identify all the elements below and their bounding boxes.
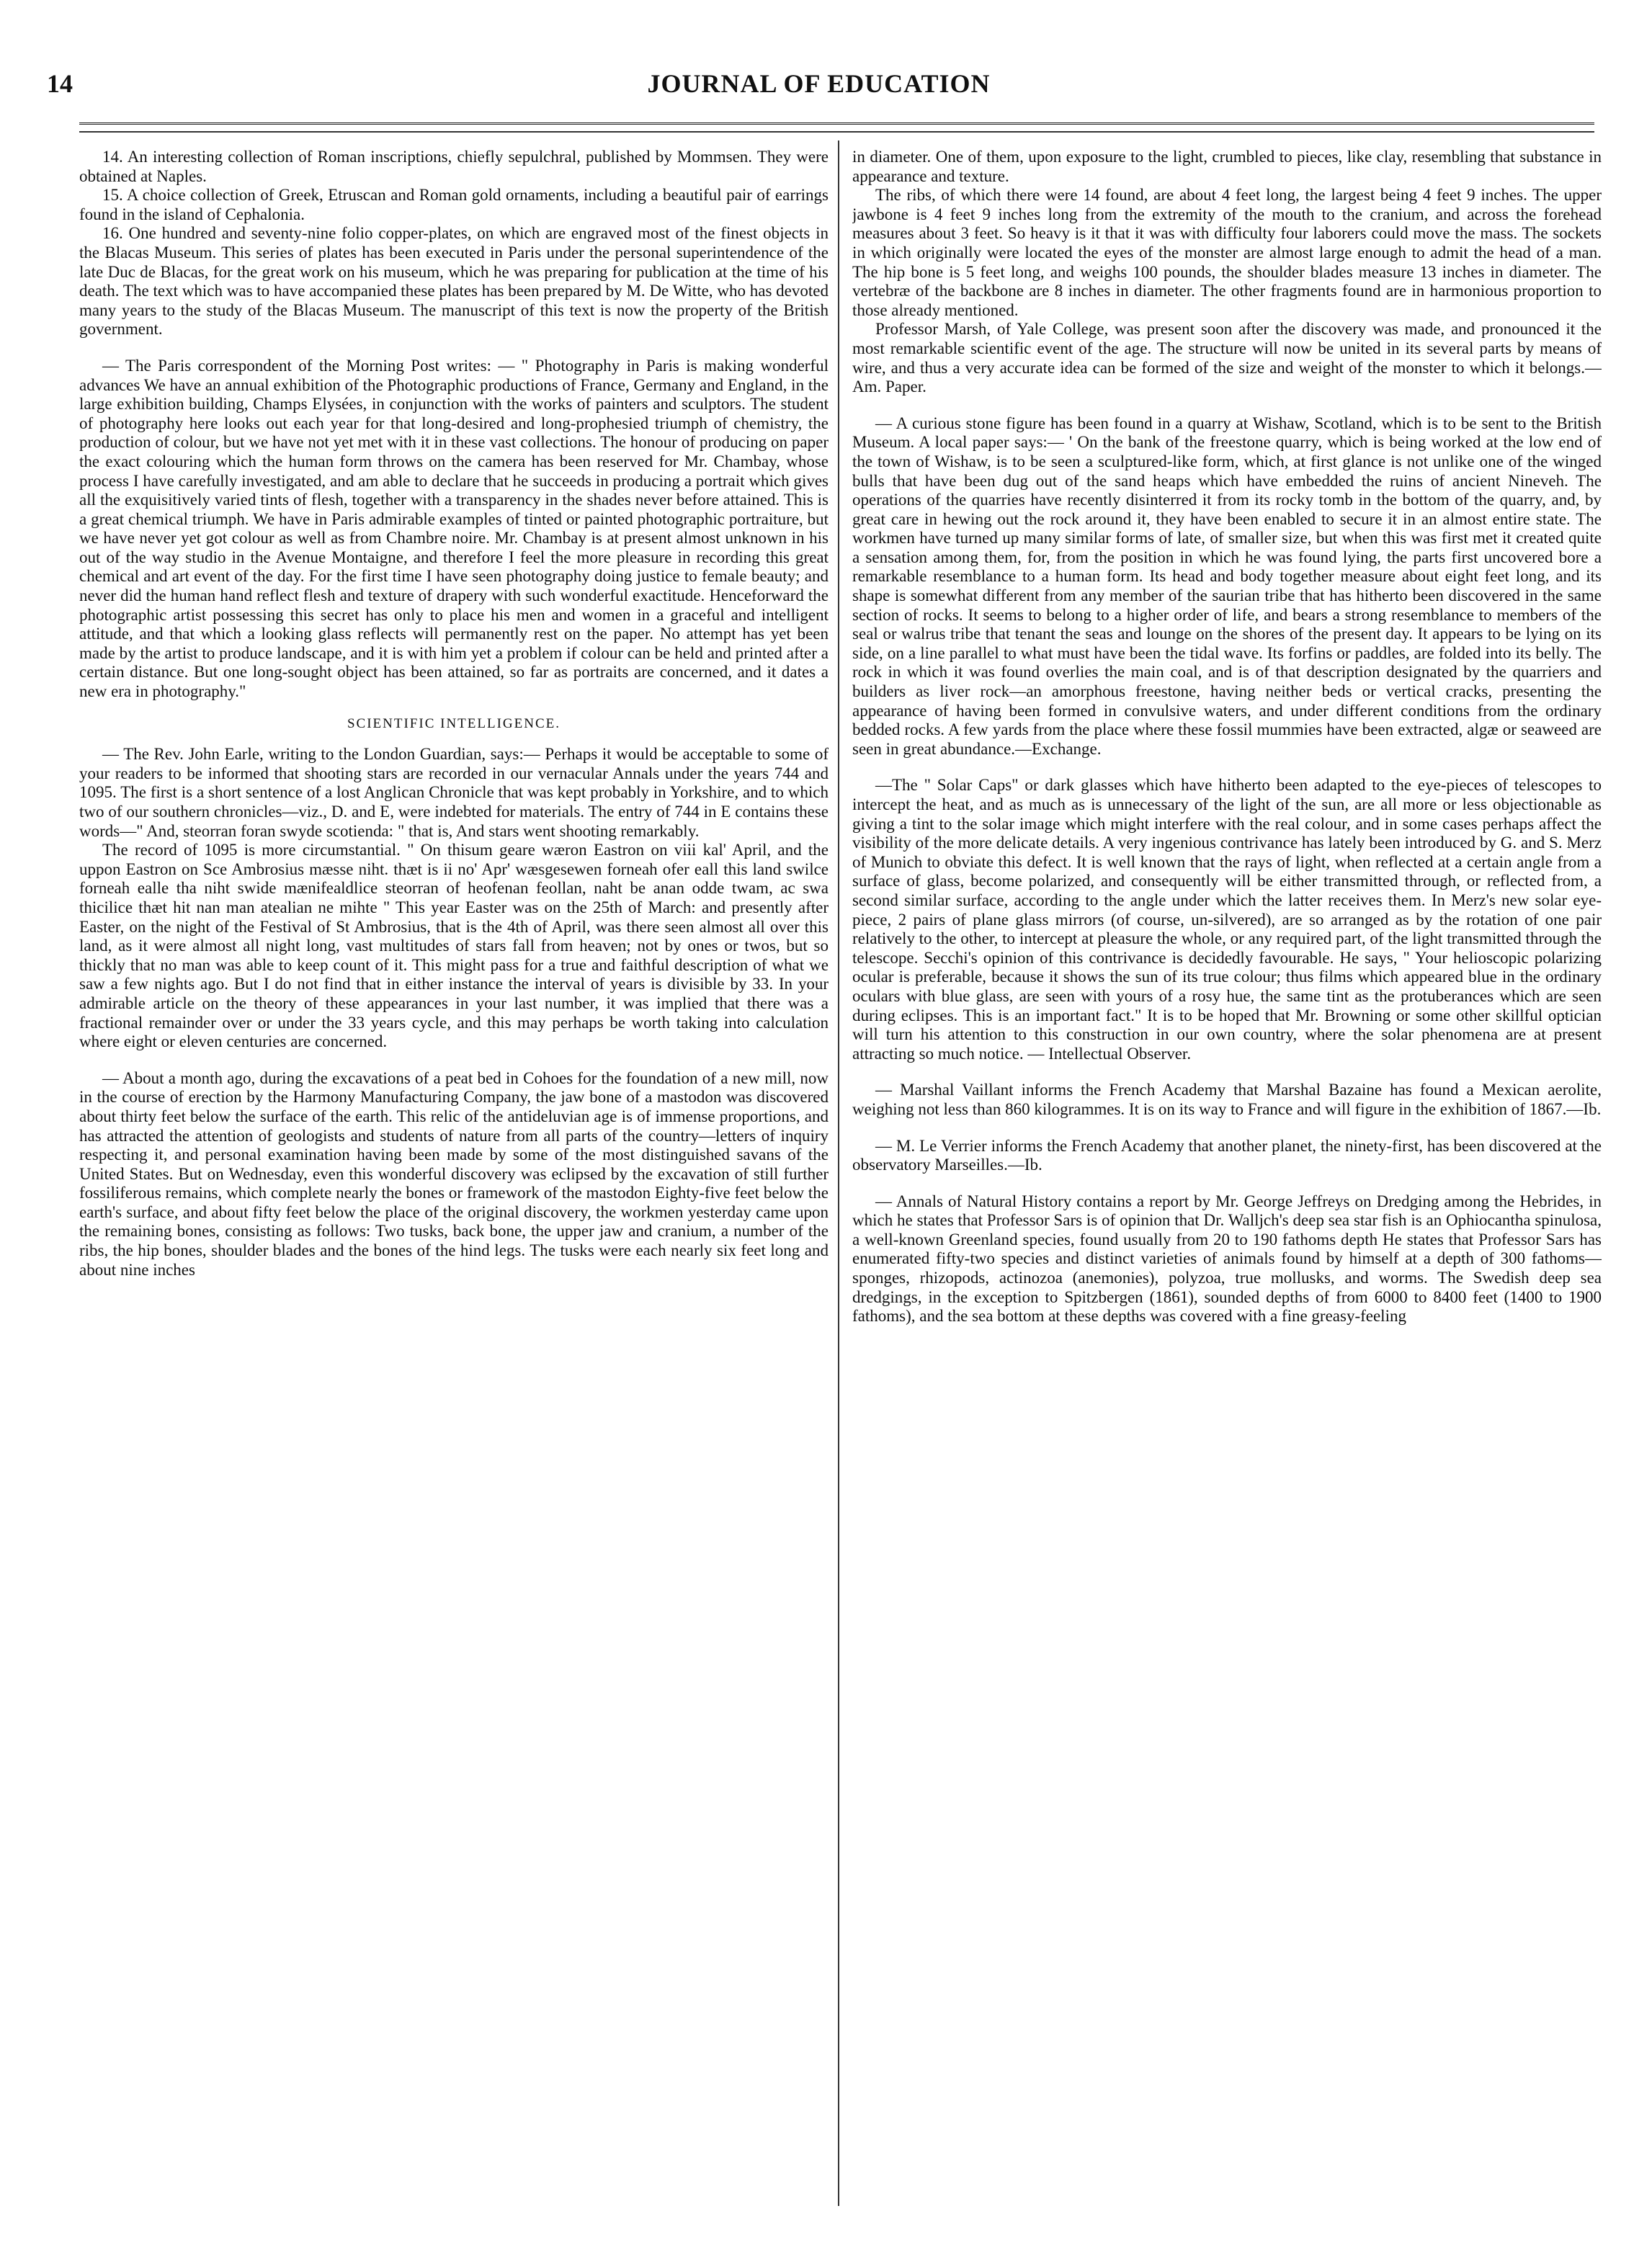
paragraph-shooting-stars-2: The record of 1095 is more circumstantial. " On thisum geare wæron Eastron on viii kal' April, and the uppon Eastron on Sce Ambrosius mæsse niht. thæt is ii no' Apr' wæsgesewen forneah ofer eall this land swilce forneah ealle tha niht swide mænifealdlice steorran of heofenan feollan, naht be anan odde twam, ac swa thicilice thæt hit nan man atealian ne mihte " This year Easter was on the 25th of March: and presently after Easter, on the night of the Festival of St Ambrosius, that is the 4th of April, was there seen almost all over this land, as it were almost all night long, vast multitudes of stars fall from heaven; not by ones or twos, but so thickly that no man was able to keep count of it. This might pass for a true and faithful description of what we saw a few nights ago. But I do not find that in either instance the interval of years is divisible by 33. In your admirable article on the theory of these appearances in your last number, it was implied that there was a fractional remainder over or under the 33 years cycle, and this may perhaps be worth taking into calculation where eight or eleven centuries are concerned.	[79, 841, 829, 1051]
left-column	[79, 148, 829, 2213]
right-column	[852, 148, 1602, 2213]
spacer	[852, 759, 1602, 776]
paragraph-shooting-stars-1: — The Rev. John Earle, writing to the London Guardian, says:— Perhaps it would be acceptable to some of your readers to be informed that shooting stars are recorded in our vernacular Annals under the years 744 and 1095. The first is a short sentence of a lost Anglican Chronicle that was kept probably in Yorkshire, and to which two of our southern chronicles—viz., D. and E, were indebted for materials. The entry of 744 in E contains these words—" And, steorran foran swyde scotienda: " that is, And stars went shooting remarkably.	[79, 745, 829, 840]
paragraph-mastodon: — About a month ago, during the excavations of a peat bed in Cohoes for the foundation of a new mill, now in the course of erection by the Harmony Manufacturing Company, the jaw bone of a mastodon was discovered about thirty feet below the surface of the earth. This relic of the antideluvian age is of immense proportions, and has attracted the attention of geologists and students of nature from all parts of the country—letters of inquiry respecting it, and personal examination having been made by some of the most distinguished savans of the United States. But on Wednesday, even this wonderful discovery was eclipsed by the excavation of still further fossiliferous remains, which complete nearly the bones or framework of the mastodon Eighty-five feet below the earth's surface, and about fifty feet below the place of the original discovery, the workmen yesterday came upon the remaining bones, consisting as follows: Two tusks, back bone, the upper jaw and cranium, a number of the ribs, the hip bones, shoulder blades and the bones of the hind legs. The tusks were each nearly six feet long and about nine inches	[79, 1068, 829, 1279]
section-heading: SCIENTIFIC INTELLIGENCE.	[347, 715, 561, 731]
journal-title: JOURNAL OF EDUCATION	[647, 69, 991, 98]
page-number: 14	[47, 69, 73, 98]
paragraph-mastodon-continued: in diameter. One of them, upon exposure to the light, crumbled to pieces, like clay, resembling that substance in appearance and texture.	[852, 148, 1602, 185]
paragraph-solar-caps: —The " Solar Caps" or dark glasses which have hitherto been adapted to the eye-pieces of telescopes to intercept the heat, and as much as is unnecessary of the light of the sun, are all more or less objectionable as giving a tint to the solar image which might interfere with the real colour, and in some cases perhaps affect the visibility of the more delicate details. A very ingenious contrivance has lately been introduced by G. and S. Merz of Munich to obviate this defect. It is well known that the rays of light, when reflected at a certain angle from a surface of glass, become polarized, and consequently will be either transmitted through, or reflected from, a second similar surface, according to the angle under which the latter receives them. In Merz's new solar eye-piece, 2 pairs of plane glass mirrors (of course, un-silvered), are so arranged as by the rotation of one pair relatively to the other, to intercept at pleasure the whole, or any required part, of the light transmitted through the telescope. Secchi's opinion of this contrivance is decidedly favourable. He says, " Your helioscopic polarizing ocular is preferable, because it shows the sun of its true colour; thus films which appeared blue in the ordinary oculars with blue glass, are seen with yours of a rosy hue, the same tint as the protuberances which are seen during eclipses. This is an important fact." It is to be hoped that Mr. Browning or some other skillful optician will turn his attention to this construction in our own country, where the solar phenomena are at present attracting so much notice. — Intellectual Observer.	[852, 776, 1602, 1063]
paragraph-wishaw: — A curious stone figure has been found in a quarry at Wishaw, Scotland, which is to be sent to the British Museum. A local paper says:— ' On the bank of the freestone quarry, which is being worked at the low end of the town of Wishaw, is to be seen a sculptured-like form, which, at first glance is not unlike one of the winged bulls that have been dug out of the sand heaps which have embedded the ruins of ancient Nineveh. The operations of the quarries have recently disinterred it from its rocky tomb in the bottom of the quarry, and, by great care in hewing out the rock around it, they have been enabled to secure it in an almost entire state. The workmen have turned up many similar forms of late, of smaller size, but when this was first met it created quite a sensation among them, for, from the position in which he was found lying, the parts first uncovered bore a remarkable resemblance to a human form. Its head and body together measure about eight feet long, and its shape is somewhat different from any member of the saurian tribe that has hitherto been discovered in the same section of rocks. It seems to belong to a higher order of life, and bears a strong resemblance to members of the seal or walrus tribe that tenant the seas and lounge on the shores of the present day. It appears to be lying on its side, on a line parallel to what must have been the tidal wave. Its forfins or paddles, are folded into its belly. The rock in which it was found overlies the main coal, and is of that description designated by the quarriers and builders as liver rock—an amorphous freestone, having neither beds or vertical cracks, presenting the appearance of having been formed in convulsive waters, and under different conditions from the ordinary bedded rocks. A few yards from the place where these fossil mummies have been extracted, algæ or seaweed are seen in great abundance.—Exchange.	[852, 414, 1602, 758]
spacer	[852, 1175, 1602, 1192]
column-divider	[838, 140, 839, 2206]
paragraph-item-15: 15. A choice collection of Greek, Etruscan and Roman gold ornaments, including a beautiful pair of earrings found in the island of Cephalonia.	[79, 186, 829, 223]
paragraph-item-16: 16. One hundred and seventy-nine folio copper-plates, on which are engraved most of the finest objects in the Blacas Museum. This series of plates has been executed in Paris under the personal superintendence of the late Duc de Blacas, for the great work on his museum, which he was preparing for publication at the time of his death. The text which was to have accompanied these plates has been prepared by M. De Witte, who has devoted many years to the study of the Blacas Museum. The manuscript of this text is now the property of the British government.	[79, 224, 829, 339]
paragraph-marsh: Professor Marsh, of Yale College, was present soon after the discovery was made, and pronounced it the most remarkable scientific event of the age. The structure will now be united in its several parts by means of wire, and thus a very accurate idea can be formed of the size and weight of the monster to which it belongs.—Am. Paper.	[852, 320, 1602, 396]
paragraph-item-14: 14. An interesting collection of Roman inscriptions, chiefly sepulchral, published by Mommsen. They were obtained at Naples.	[79, 148, 829, 185]
spacer	[852, 1063, 1602, 1081]
paragraph-le-verrier: — M. Le Verrier informs the French Academy that another planet, the ninety-first, has been discovered at the observatory Marseilles.—Ib.	[852, 1136, 1602, 1174]
page-header	[40, 68, 1598, 112]
spacer	[79, 339, 829, 357]
spacer	[852, 397, 1602, 414]
paragraph-photography: — The Paris correspondent of the Morning Post writes: — " Photography in Paris is making wonderful advances We have an annual exhibition of the Photographic productions of France, Germany and England, in the large exhibition building, Champs Elysées, in conjunction with the works of painters and sculptors. The student of photography here looks out each year for that long-desired and long-prophesied triumph of chemistry, the production of colour, but we have not yet met with it in these vast collections. The honour of producing on paper the exact colouring which the human form throws on the camera has been reserved for Mr. Chambay, whose process I have carefully investigated, and am able to declare that he succeeds in producing a portrait which gives all the exquisitively varied tints of flesh, together with a transparency in the shades never before attained. This is a great chemical triumph. We have in Paris admirable examples of tinted or painted photographic portraiture, but we have never yet got colour as well as from Chambre noire. Mr. Chambay is at present almost unknown in his out of the way studio in the Avenue Montaigne, and therefore I feel the more pleasure in recording this great chemical and art event of the day. For the first time I have seen photography doing justice to female beauty; and never did the human hand reflect flesh and texture of drapery with such wonderful exactitude. Henceforward the photographic artist possessing this secret has only to place his men and women in a graceful and intelligent attitude, and that which a looking glass reflects will permanently rest on the paper. No attempt has yet been made by the artist to produce landscape, and it is with him yet a problem if colour can be held and printed after a certain distance. But one long-sought object has been attained, so far as portraits are concerned, and it dates a new era in photography."	[79, 356, 829, 701]
spacer	[79, 1052, 829, 1069]
header-rule	[79, 122, 1594, 129]
spacer	[852, 1120, 1602, 1137]
paragraph-annals: — Annals of Natural History contains a report by Mr. George Jeffreys on Dredging among the Hebrides, in which he states that Professor Sars is of opinion that Dr. Walljch's deep sea star fish is an Ophiocantha spinulosa, a well-known Greenland species, found usually from 20 to 190 fathoms depth He states that Professor Sars has enumerated fifty-two species and distinct varieties of animals found by himself at a depth of 300 fathoms—sponges, rhizopods, actinozoa (anemonies), polyzoa, true mollusks, and worms. The Swedish deep sea dredgings, in the exception to Spitzbergen (1861), sounded depths of from 6000 to 8400 feet (1400 to 1900 fathoms), and the sea bottom at these depths was covered with a fine greasy-feeling	[852, 1192, 1602, 1326]
paragraph-ribs: The ribs, of which there were 14 found, are about 4 feet long, the largest being 4 feet 9 inches. The upper jawbone is 4 feet 9 inches long from the extremity of the mouth to the cranium, and across the forehead measures about 3 feet. So heavy is it that it was with difficulty four laborers could move the mass. The sockets in which originally were located the eyes of the monster are almost large enough to admit the head of a man. The hip bone is 5 feet long, and weighs 100 pounds, the shoulder blades measure 13 inches in diameter. The vertebræ of the backbone are 8 inches in diameter. The other fragments found are in harmonious proportion to those already mentioned.	[852, 186, 1602, 319]
paragraph-vaillant: — Marshal Vaillant informs the French Academy that Marshal Bazaine has found a Mexican aerolite, weighing not less than 860 kilogrammes. It is on its way to France and will figure in the exhibition of 1867.—Ib.	[852, 1081, 1602, 1118]
header-rule-thin	[79, 131, 1594, 133]
